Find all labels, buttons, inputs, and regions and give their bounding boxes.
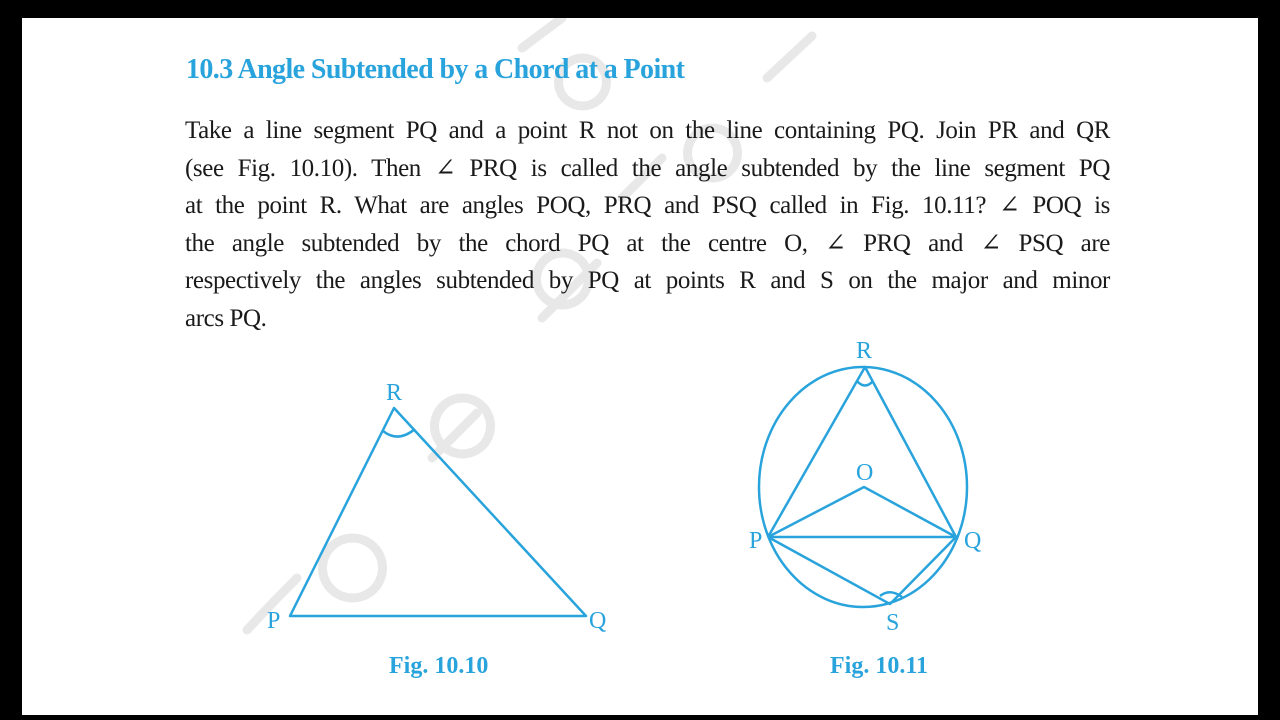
figure-10-10 bbox=[267, 380, 606, 679]
segment-ps-sq bbox=[768, 537, 956, 604]
angle-arc-r bbox=[383, 429, 415, 437]
label-r-10-11: R bbox=[856, 338, 873, 364]
paragraph-line: arcs PQ. bbox=[185, 304, 267, 332]
paragraph-line: at the point R. What are angles POQ, PRQ and PSQ called in Fig. 10.11? ∠ POQ is bbox=[185, 192, 1110, 220]
caption-fig-10-10: Fig. 10.10 bbox=[389, 653, 489, 679]
label-q-10-10: Q bbox=[589, 608, 607, 634]
label-r-10-10: R bbox=[386, 380, 403, 406]
label-s: S bbox=[886, 610, 900, 636]
angle-arc-r-10-11 bbox=[857, 381, 873, 386]
label-q-10-11: Q bbox=[964, 528, 982, 554]
textbook-page bbox=[22, 18, 1258, 715]
paragraph-line: respectively the angles subtended by PQ at points R and S on the major and minor bbox=[185, 267, 1110, 295]
paragraph-line: (see Fig. 10.10). Then ∠ PRQ is called the angle subtended by the line segment PQ bbox=[185, 154, 1110, 182]
figures bbox=[22, 18, 1258, 715]
paragraph-line: Take a line segment PQ and a point R not on the line containing PQ. Join PR and QR bbox=[185, 117, 1110, 144]
label-o: O bbox=[856, 460, 874, 486]
paragraph-line: the angle subtended by the chord PQ at the centre O, ∠ PRQ and ∠ PSQ are bbox=[185, 229, 1110, 257]
label-p-10-11: P bbox=[749, 528, 763, 554]
triangle-prq bbox=[290, 408, 586, 616]
label-p-10-10: P bbox=[267, 608, 281, 634]
bottom-border bbox=[0, 715, 1280, 720]
caption-fig-10-11: Fig. 10.11 bbox=[830, 653, 929, 679]
segment-po-oq bbox=[768, 487, 956, 537]
section-heading: 10.3 Angle Subtended by a Chord at a Point bbox=[186, 54, 685, 85]
figure-10-11 bbox=[749, 338, 981, 679]
